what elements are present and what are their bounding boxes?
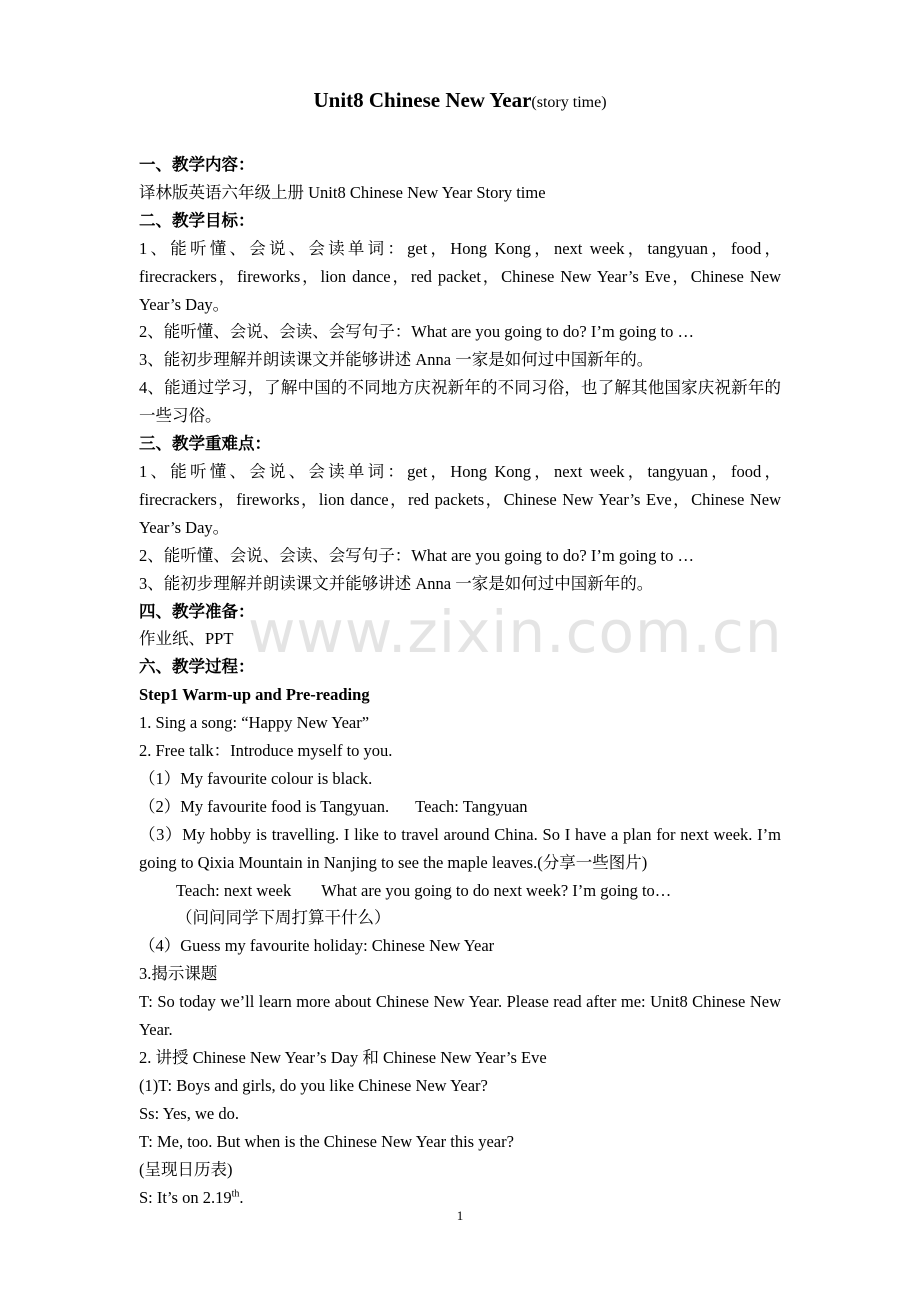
title-sub: (story time) (531, 94, 607, 111)
step-line: （3）My hobby is travelling. I like to travel around China. So I have a plan for next week. I’m going to Qixia Mountain in Nanjing to see the maple leaves.(分享一些图片) (139, 824, 781, 872)
keypoint-item: 3、能初步理解并朗读课文并能够讲述 Anna 一家是如何过中国新年的。 (139, 573, 654, 593)
step-line: T: So today we’ll learn more about Chinese New Year. Please read after me: Unit8 Chinese New Year. (139, 992, 781, 1040)
step-line: （1）My favourite colour is black. (139, 768, 373, 788)
step-line: (呈现日历表) (139, 1159, 233, 1179)
step-line-part: . (239, 1187, 244, 1207)
step-line: T: Me, too. But when is the Chinese New Year this year? (139, 1131, 514, 1151)
objective-item: 2、能听懂、会说、会读、会写句子：What are you going to do? I’m going to … (139, 322, 694, 342)
page-number: 1 (456, 1208, 464, 1223)
watermark: www.zixin.com.cn (248, 598, 783, 666)
title-main: Unit8 Chinese New Year (313, 88, 532, 112)
step-line (139, 793, 781, 821)
step-line-part: Teach: next week (176, 880, 292, 900)
objective-item: 3、能初步理解并朗读课文并能够讲述 Anna 一家是如何过中国新年的。 (139, 350, 654, 370)
step-line-part: S: It’s on 2.19 (139, 1187, 232, 1207)
step-heading: Step1 Warm-up and Pre-reading (139, 685, 370, 705)
step-line: (1)T: Boys and girls, do you like Chinese New Year? (139, 1075, 488, 1095)
section-text-preparation: 作业纸、PPT (139, 629, 234, 649)
step-line: 3.揭示课题 (139, 964, 218, 984)
keypoint-item: 2、能听懂、会说、会读、会写句子：What are you going to do? I’m going to … (139, 545, 694, 565)
section-heading-process: 六、教学过程： (139, 657, 255, 677)
objective-item: 1、能听懂、会说、会读单词：get，Hong Kong，next week，tangyuan，food，firecrackers，fireworks，lion dance，red packet，Chinese New Year’s Eve，Chinese New Year’s Day。 (139, 238, 781, 314)
keypoint-item: 1、能听懂、会说、会读单词：get，Hong Kong，next week，tangyuan，food，firecrackers，fireworks，lion dance，red packets，Chinese New Year’s Eve，Chinese New Year’s Day。 (139, 461, 781, 537)
step-line-part: Teach: Tangyuan (415, 796, 528, 816)
section-heading-objectives: 二、教学目标： (139, 210, 255, 230)
section-heading-keypoints: 三、教学重难点： (139, 434, 271, 454)
section-heading-content: 一、教学内容： (139, 155, 255, 174)
step-line: Ss: Yes, we do. (139, 1103, 239, 1123)
step-line: 2. Free talk：Introduce myself to you. (139, 741, 393, 761)
step-line-part: What are you going to do next week? I’m going to… (321, 880, 672, 900)
step-line: 1. Sing a song: “Happy New Year” (139, 713, 370, 733)
ordinal-suffix: th (231, 1188, 240, 1200)
page-title (139, 86, 781, 117)
step-line (139, 877, 781, 905)
section-text-content: 译林版英语六年级上册 Unit8 Chinese New Year Story time (139, 182, 546, 202)
step-line: （4）Guess my favourite holiday: Chinese New Year (139, 936, 495, 956)
step-line: 2. 讲授 Chinese New Year’s Day 和 Chinese New Year’s Eve (139, 1048, 547, 1067)
step-line-part: （2）My favourite food is Tangyuan. (139, 796, 390, 816)
step-line: （问问同学下周打算干什么） (176, 908, 391, 928)
section-heading-preparation: 四、教学准备： (139, 601, 255, 621)
objective-item: 4、能通过学习，了解中国的不同地方庆祝新年的不同习俗，也了解其他国家庆祝新年的一些习俗。 (139, 378, 781, 426)
